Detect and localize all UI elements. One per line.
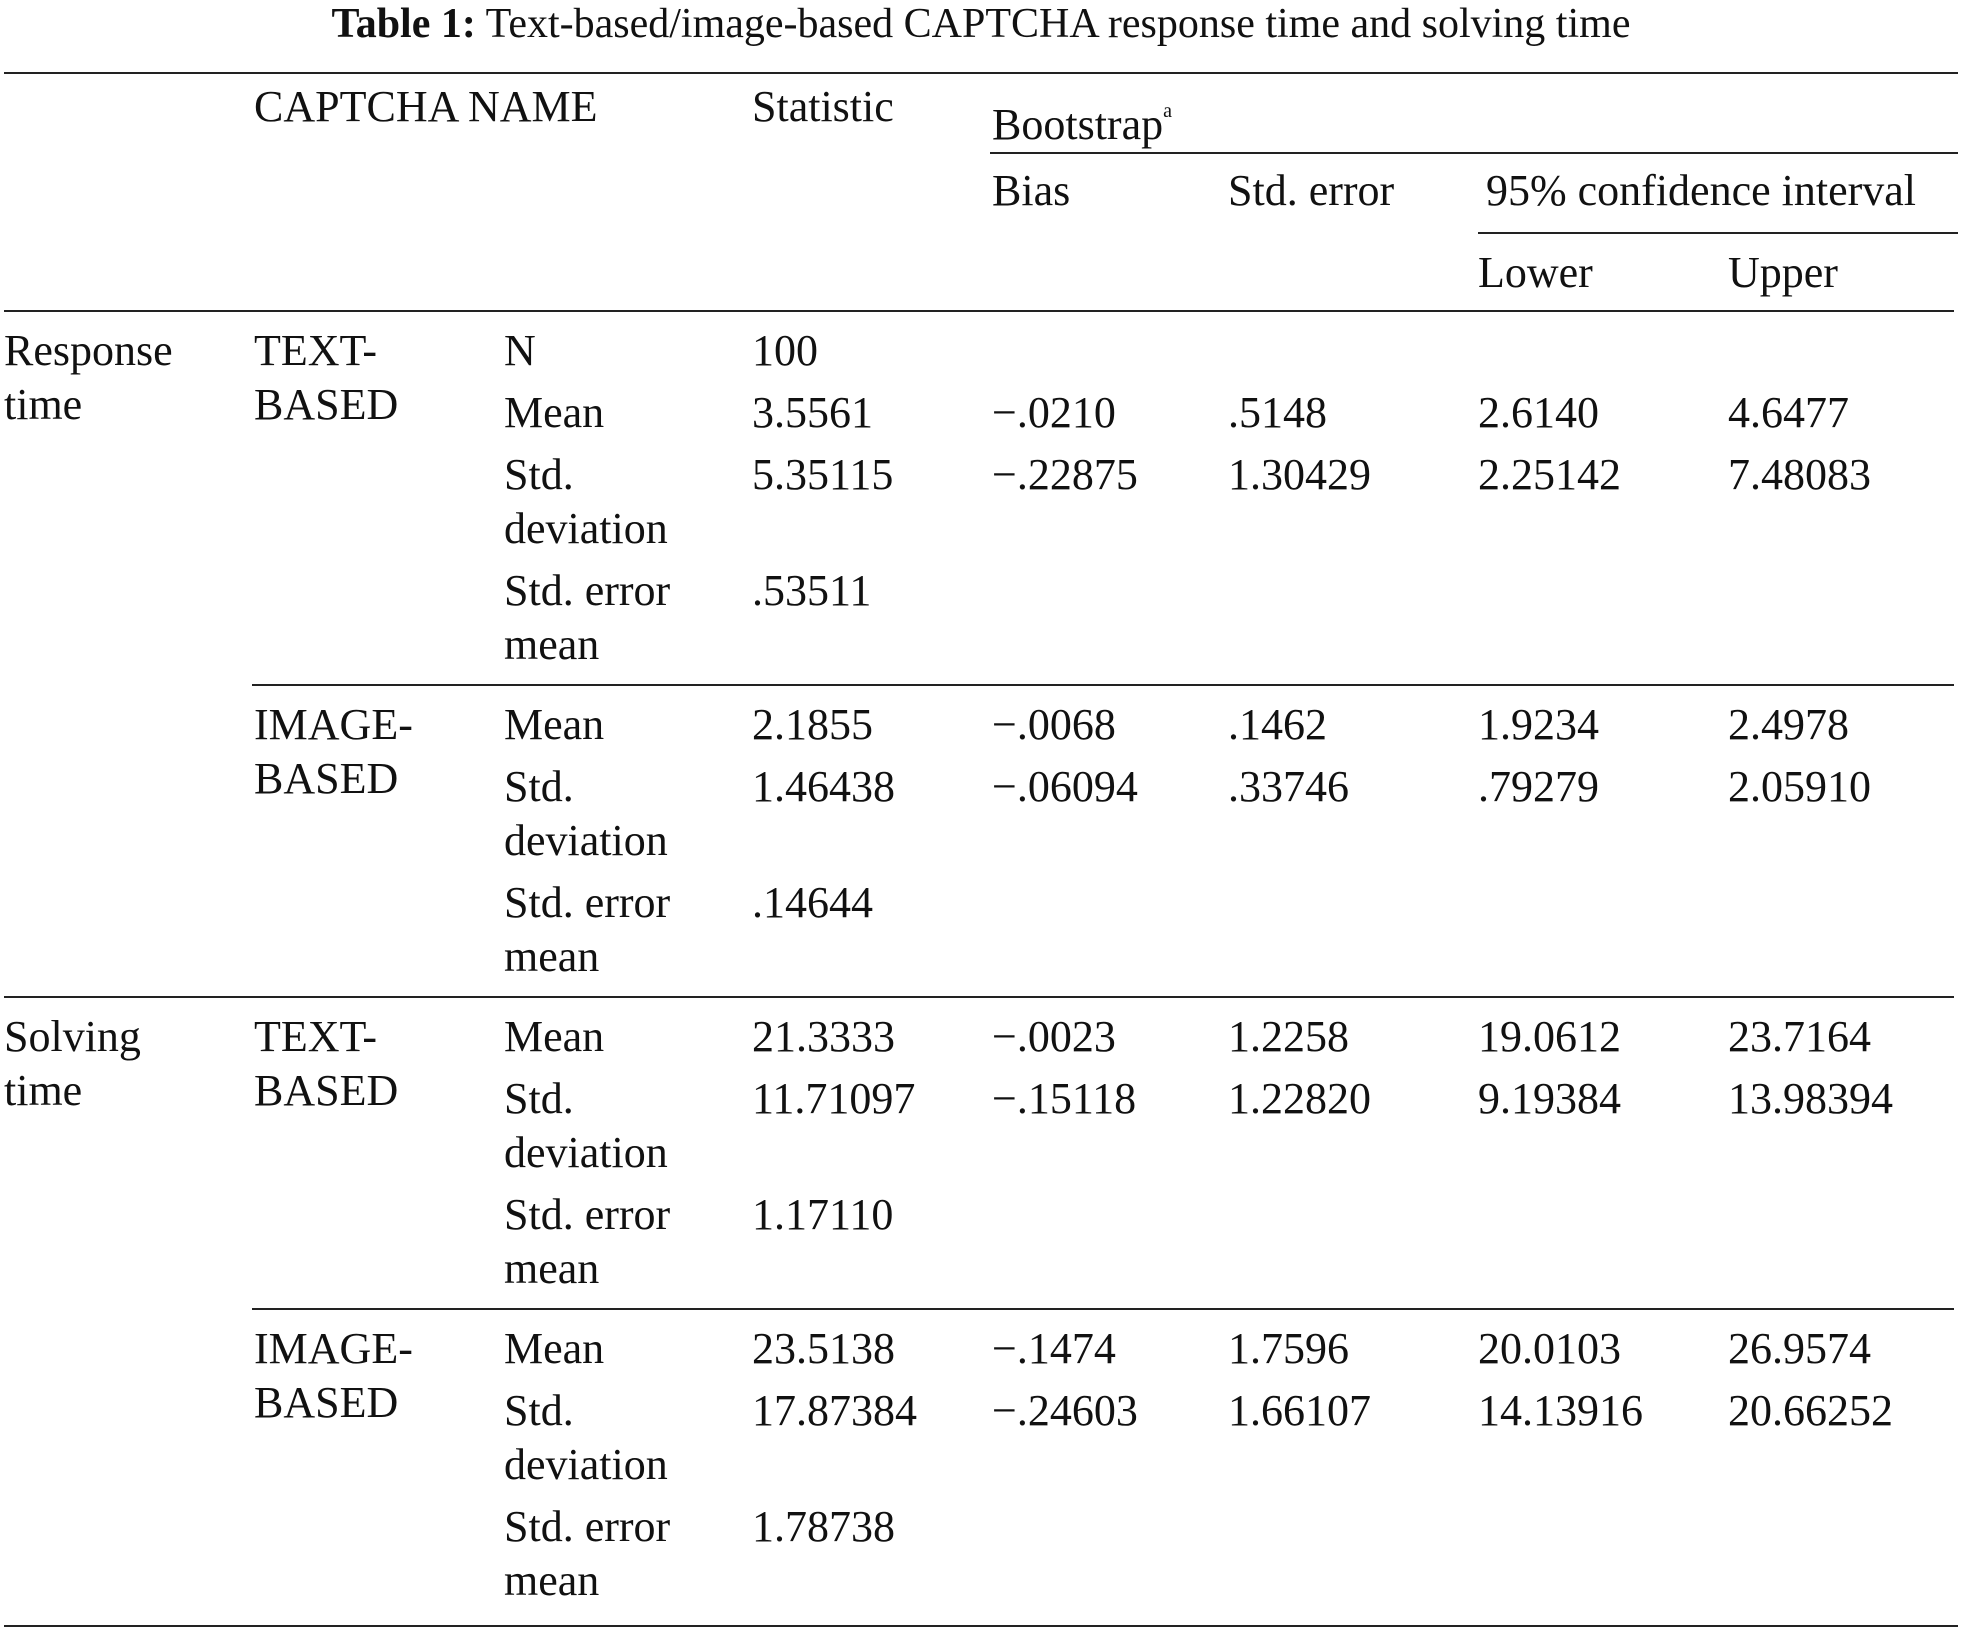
cell-upper: 23.7164: [1728, 1012, 1871, 1061]
cell-bias: −.0068: [992, 700, 1116, 749]
cell-lower: 14.13916: [1478, 1386, 1643, 1435]
cell-upper: 20.66252: [1728, 1386, 1893, 1435]
cell-upper: 2.05910: [1728, 762, 1871, 811]
captcha-name: BASED: [254, 1066, 399, 1115]
cell-statistic: .14644: [752, 878, 873, 927]
statistic-name: deviation: [504, 1128, 668, 1177]
cell-statistic: 1.78738: [752, 1502, 895, 1551]
table-caption-label: Table 1:: [331, 1, 476, 47]
table-top-rule: [4, 72, 1958, 74]
cell-lower: .79279: [1478, 762, 1599, 811]
cell-statistic: 11.71097: [752, 1074, 916, 1123]
group-label: time: [4, 1066, 83, 1115]
cell-std-error: 1.30429: [1228, 450, 1371, 499]
header-confidence-interval: 95% confidence interval: [1486, 166, 1917, 215]
subgroup-divider-rule: [252, 684, 1954, 686]
cell-upper: 13.98394: [1728, 1074, 1893, 1123]
table-caption: [0, 0, 1962, 48]
statistic-name: N: [504, 326, 536, 375]
cell-bias: −.15118: [992, 1074, 1137, 1123]
cell-statistic: 5.35115: [752, 450, 894, 499]
cell-std-error: 1.66107: [1228, 1386, 1371, 1435]
statistic-name: Std.: [504, 450, 574, 499]
header-upper: Upper: [1728, 248, 1838, 297]
cell-statistic: 17.87384: [752, 1386, 917, 1435]
cell-bias: −.22875: [992, 450, 1138, 499]
statistic-name: Mean: [504, 700, 605, 749]
cell-statistic: 3.5561: [752, 388, 873, 437]
captcha-name: BASED: [254, 1378, 399, 1427]
cell-statistic: 23.5138: [752, 1324, 895, 1373]
cell-lower: 9.19384: [1478, 1074, 1621, 1123]
cell-bias: −.24603: [992, 1386, 1138, 1435]
statistic-name: Std. error: [504, 878, 671, 927]
table-bottom-rule: [4, 1625, 1958, 1627]
cell-bias: −.0210: [992, 388, 1116, 437]
statistic-name: Std. error: [504, 1190, 671, 1239]
cell-lower: 2.25142: [1478, 450, 1621, 499]
header-bottom-rule: [4, 310, 1954, 312]
captcha-name: BASED: [254, 380, 399, 429]
statistic-name: Std.: [504, 1074, 574, 1123]
statistic-name: Std. error: [504, 1502, 671, 1551]
statistic-name: deviation: [504, 1440, 668, 1489]
statistic-name: Mean: [504, 1324, 605, 1373]
cell-std-error: 1.22820: [1228, 1074, 1371, 1123]
header-bootstrap-footnote-mark: a: [1163, 100, 1172, 122]
cell-bias: −.0023: [992, 1012, 1116, 1061]
cell-std-error: 1.7596: [1228, 1324, 1349, 1373]
cell-std-error: 1.2258: [1228, 1012, 1349, 1061]
group-label: Response: [4, 326, 173, 375]
cell-std-error: .5148: [1228, 388, 1327, 437]
captcha-name: IMAGE-: [254, 700, 413, 749]
statistic-name: Std.: [504, 1386, 574, 1435]
captcha-name: TEXT-: [254, 326, 378, 375]
cell-upper: 2.4978: [1728, 700, 1849, 749]
cell-lower: 2.6140: [1478, 388, 1599, 437]
cell-upper: 7.48083: [1728, 450, 1871, 499]
group-label: Solving: [4, 1012, 141, 1061]
subgroup-divider-rule: [252, 1308, 1954, 1310]
cell-lower: 20.0103: [1478, 1324, 1621, 1373]
statistic-name: mean: [504, 620, 600, 669]
statistic-name: mean: [504, 932, 600, 981]
cell-bias: −.06094: [992, 762, 1138, 811]
captcha-name: TEXT-: [254, 1012, 378, 1061]
statistic-name: mean: [504, 1556, 600, 1605]
group-label: time: [4, 380, 83, 429]
statistic-name: deviation: [504, 504, 668, 553]
header-captcha-name: CAPTCHA NAME: [254, 82, 598, 131]
header-statistic: Statistic: [752, 82, 894, 131]
captcha-name: BASED: [254, 754, 399, 803]
bootstrap-rule: [990, 152, 1958, 154]
cell-bias: −.1474: [992, 1324, 1116, 1373]
statistic-name: deviation: [504, 816, 668, 865]
cell-statistic: .53511: [752, 566, 872, 615]
cell-upper: 4.6477: [1728, 388, 1849, 437]
cell-std-error: .1462: [1228, 700, 1327, 749]
cell-lower: 1.9234: [1478, 700, 1599, 749]
cell-statistic: 1.46438: [752, 762, 895, 811]
table-caption-text: Text-based/image-based CAPTCHA response time and solving time: [485, 1, 1631, 47]
confidence-interval-rule: [1478, 232, 1958, 234]
statistic-name: Std. error: [504, 566, 671, 615]
header-std-error: Std. error: [1228, 166, 1395, 215]
cell-std-error: .33746: [1228, 762, 1349, 811]
cell-statistic: 100: [752, 326, 818, 375]
cell-lower: 19.0612: [1478, 1012, 1621, 1061]
cell-statistic: 1.17110: [752, 1190, 894, 1239]
statistic-name: Std.: [504, 762, 574, 811]
header-bootstrap: [992, 84, 1172, 152]
group-divider-rule: [4, 996, 1954, 998]
header-bootstrap-label: Bootstrap: [992, 100, 1164, 149]
captcha-name: IMAGE-: [254, 1324, 413, 1373]
header-lower: Lower: [1478, 248, 1593, 297]
statistic-name: Mean: [504, 388, 605, 437]
cell-upper: 26.9574: [1728, 1324, 1871, 1373]
header-bias: Bias: [992, 166, 1071, 215]
cell-statistic: 21.3333: [752, 1012, 895, 1061]
statistic-name: Mean: [504, 1012, 605, 1061]
cell-statistic: 2.1855: [752, 700, 873, 749]
statistic-name: mean: [504, 1244, 600, 1293]
